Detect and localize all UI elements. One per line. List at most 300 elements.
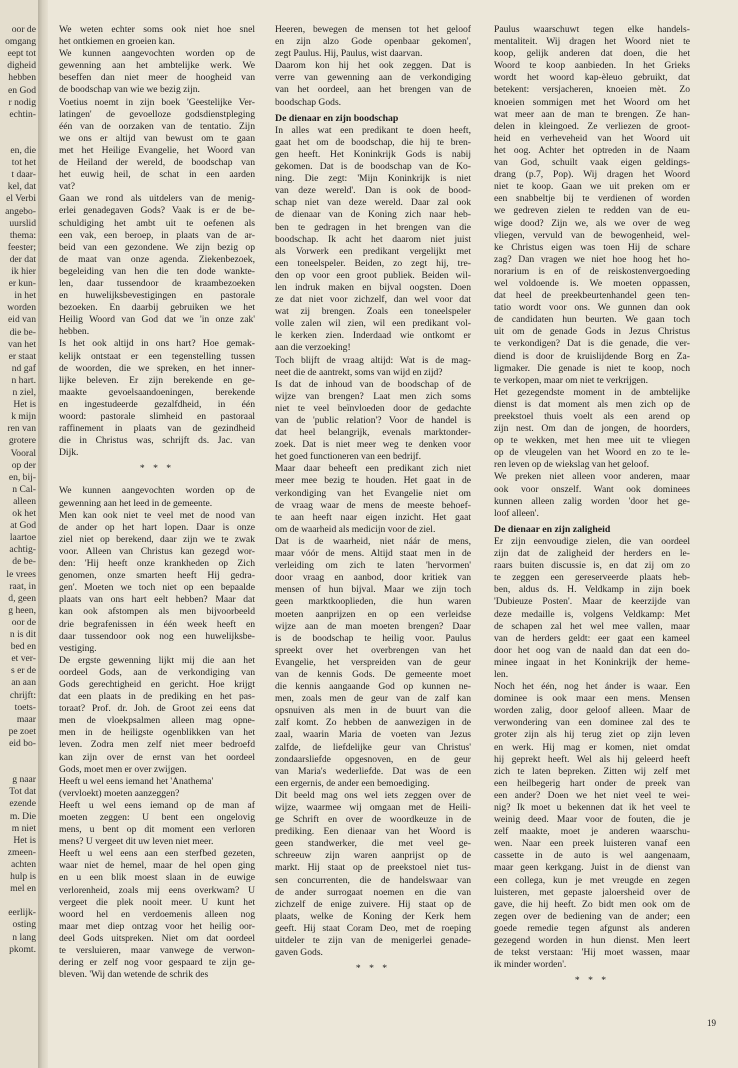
text-line: wijze van brengen? Laat men zich soms: [275, 390, 471, 402]
text-line: van deze wereld'. Dan is ook de bood-: [275, 185, 471, 197]
text-line: van de herders geldt: eer gaat een kameel: [494, 632, 690, 644]
previous-page-fragment: eid van: [8, 314, 36, 326]
text-line: het oog. Achter het optreden in de Naam: [494, 144, 690, 156]
text-line: men, zoals men de geur van de zalf kan: [275, 693, 471, 705]
text-line: te versluieren, maar vanwege de verwon-: [59, 945, 255, 957]
text-line: zalf komt. Zo hebben de aanwezigen in de: [275, 717, 471, 729]
previous-page-fragment: el Verbi: [6, 193, 36, 205]
text-line: opsnuiven als men in de buurt van die: [275, 705, 471, 717]
text-line: zag? Dan vragen we niet hoe hoog het ho-: [494, 253, 690, 265]
text-line: de ander op het hart lopen. Daar is onze: [59, 521, 255, 533]
column-1: [59, 24, 255, 981]
text-line: gen heeft. Het Koninkrijk Gods is nabij: [275, 148, 471, 160]
text-line: Heilig Woord van God dat we 'in onze zak': [59, 314, 255, 326]
text-line: kelijk ontstaat er een tegenstelling tussen: [59, 350, 255, 362]
text-line: oordeel Gods, aan de verkondiging van: [59, 666, 255, 678]
text-line: een collega, kun je met vreugde en zegen: [494, 874, 690, 886]
text-line: te verkondigen? Dat is die genade, die ver-: [494, 338, 690, 350]
text-line: delen in kleingoed. Ze verliezen de groot-: [494, 120, 690, 132]
previous-page-fragment: Vooral: [10, 447, 36, 459]
text-line: maar met diep ontzag voor het heilig oor-: [59, 920, 255, 932]
text-line: de maat van onze agenda. Ziekenbezoek,: [59, 253, 255, 265]
previous-page-fragment: thema:: [9, 229, 36, 241]
text-line: Paulus waarschuwt tegen elke handels-: [494, 24, 690, 35]
text-line: uit om de genade Gods in Jezus Christus: [494, 326, 690, 338]
text-line: cassette in de auto is wel aangenaam,: [494, 850, 690, 862]
text-line: wige dood? Zijn we, als we over de weg: [494, 217, 690, 229]
text-line: Toch blijft de vraag altijd: Wat is de mag-: [275, 354, 471, 366]
previous-page-fragment: op der: [11, 459, 36, 471]
text-line: hij geprekt heeft. Wel als hij geleerd heeft: [494, 753, 690, 765]
text-line: Noch het één, nog het ánder is waar. Een: [494, 681, 690, 693]
text-line: Dat is de waarheid, niet náár de mens,: [275, 535, 471, 547]
text-line: knoeien sommigen met het Woord om het: [494, 96, 690, 108]
text-line: le kerken zien. Inderdaad wie ontkomt er: [275, 330, 471, 342]
section-separator: * * *: [139, 463, 175, 475]
text-line: mens, u bent op dit moment een verloren: [59, 824, 255, 836]
previous-page-fragment: omgang: [5, 36, 36, 48]
column-2: [275, 24, 471, 985]
section-heading: De dienaar en zijn zaligheid: [494, 523, 611, 535]
previous-page-fragment: en God: [8, 84, 36, 96]
text-line: erlei genadegaven Gods? Vaak is er de be-: [59, 205, 255, 217]
text-line: deel Gods uitspreken. Niet om dat oordeel: [59, 932, 255, 944]
text-line: en huwelijksbevestigingen en pastorale: [59, 290, 255, 302]
text-line: zijn dat de zaligheid der herders en le-: [494, 548, 690, 560]
previous-page-fragment: k mijn: [11, 411, 36, 423]
paragraph: [275, 24, 471, 109]
previous-page-fragment: m. Die: [9, 810, 36, 822]
previous-page-fragment: t daar-: [11, 169, 36, 181]
previous-page-fragment: n ziel,: [12, 387, 36, 398]
text-line: Evangelie, het verspreiden van de geur: [275, 656, 471, 668]
text-line: betekent: versjacheren, knoeien mèt. Zo: [494, 84, 690, 96]
text-line: ziel niet op berekend, daar zijn we te zwak: [59, 533, 255, 545]
text-line: dat heel belangrijk, evenals marktonder-: [275, 427, 471, 439]
text-line: op te wekken, met hen mee uit te vliegen: [494, 435, 690, 447]
text-line: het euwig heil, de schat in een aarden: [59, 169, 255, 181]
text-line: we gedreven zielen te redden van de eu-: [494, 205, 690, 217]
text-line: meer mee bezig te houden. Het gaat in de: [275, 475, 471, 487]
text-line: vat?: [59, 181, 75, 193]
text-line: als Vorwerk een predikant vergelijkt met: [275, 245, 471, 257]
text-line: het ontkiemen en groeien kan.: [59, 36, 175, 48]
text-line: dat heel de preekbeurtenhandel geen ten-: [494, 290, 690, 302]
text-line: Dit beeld mag ons wel iets zeggen over de: [275, 789, 471, 801]
text-line: wat meer aan de man te brengen. Ze han-: [494, 108, 690, 120]
text-line: niet te veel beïnvloeden door de gedachte: [275, 402, 471, 414]
previous-page-fragment: hulp is: [10, 871, 36, 882]
previous-page-fragment: en, bij-: [8, 471, 36, 483]
previous-page-fragment: bed en: [10, 641, 36, 653]
text-line: schuldiging het ambt uit te oefenen als: [59, 217, 255, 229]
text-line: ge Schrift en over de woordkeuze in de: [275, 814, 471, 826]
previous-page-fragment: nd gaf: [11, 362, 36, 374]
text-line: ben te gedragen in het brengen van die: [275, 221, 471, 233]
previous-page-fragment: ren van: [7, 423, 36, 435]
text-line: geen standwerker, die met veel ge-: [275, 838, 471, 850]
previous-page-fragment: et ver-: [11, 653, 36, 665]
previous-page-fragment: s er de: [10, 665, 36, 677]
text-line: van de 'public relation'? Voor de handel is: [275, 415, 471, 426]
text-line: zich te laten bepreken. Zitten wij zelf met: [494, 765, 690, 777]
previous-page-fragment: ezende: [9, 798, 36, 810]
text-line: de boodschap van wie we bezig zijn.: [59, 84, 200, 96]
text-line: maar geen kerkgang. Juist in de dienst van: [494, 862, 690, 874]
text-line: van het oordeel, aan het brengen van de: [275, 84, 471, 96]
page-gutter: [38, 0, 48, 1068]
text-line: norarium is en of de reiskostenvergoeding: [494, 265, 690, 277]
paragraph: [494, 24, 690, 520]
text-line: de tekst verstaan: 'Hij moet wassen, maar: [494, 947, 690, 959]
text-line: toraat? Prof. dr. Joh. de Groot zei eens dat: [59, 703, 255, 715]
previous-page-fragment: pe zoet: [8, 725, 36, 737]
text-line: lijke beleven. Er zijn berekende en ge-: [59, 374, 255, 386]
text-line: Gods gerechtigheid en gericht. Hoe krijgt: [59, 678, 255, 690]
text-line: verwondering van een dominee zal des te: [494, 717, 690, 729]
text-line: diend is door de kruislijdende Borg en Za-: [494, 350, 690, 362]
text-line: het goed functioneren van een bedrijf.: [275, 451, 421, 463]
previous-page-fragment: laartoe: [9, 532, 36, 544]
text-line: drie begrafenissen in één week heeft en: [59, 618, 255, 630]
text-line: zichzelf de enige zuivere. Hij staat op de: [275, 898, 471, 910]
text-line: Woord te koop aanbieden. In het Grieks: [494, 60, 690, 72]
previous-page-fragment: Het is: [13, 834, 36, 846]
text-line: een ander? Doen we het niet veel te wei-: [494, 789, 690, 801]
text-line: We weten echter soms ook niet hoe snel: [59, 24, 255, 35]
text-line: den: 'Hij heeft onze krankheden op Zich: [59, 558, 255, 570]
previous-page-fragment: n hart.: [11, 374, 36, 386]
text-line: gekomen. Dat is de boodschap van de Ko-: [275, 161, 471, 173]
previous-page-fragment: worden: [7, 302, 36, 314]
text-line: een vak, een beroep, in plaats van de ar-: [59, 229, 255, 241]
previous-page-fragment: n lang: [12, 931, 36, 943]
section-separator: * * *: [355, 963, 391, 975]
previous-page-fragment: er staat: [8, 350, 36, 362]
text-line: Is het ook altijd in ons hart? Hoe gemak-: [59, 338, 255, 350]
text-line: latingen' de gevoelloze godsdienstpleging: [59, 108, 255, 120]
previous-page-fragment: g heen,: [8, 604, 36, 616]
text-line: markt. Hij staat op de preekstoel niet tus-: [275, 862, 471, 874]
text-line: begeleiding van hen die ten dode wankte-: [59, 265, 255, 277]
text-line: en werk. Hij mag er komen, niet omdat: [494, 741, 690, 753]
previous-page-fragment: g naar: [12, 774, 36, 786]
text-line: Gaan we rond als uitdelers van de menig-: [59, 193, 255, 205]
text-line: gewenning aan het leed in de gemeente.: [59, 497, 213, 509]
previous-page-fragment: kel, dat: [7, 181, 36, 193]
text-line: hebben.: [59, 326, 90, 338]
text-line: Is dat de inhoud van de boodschap of de: [275, 378, 471, 390]
text-line: de woorden, die we spreken, en het inner-: [59, 362, 255, 374]
text-line: zijn nest. Om dan de jongen, de hoorders,: [494, 423, 690, 435]
text-line: volle zalen wil zien, wil een predikant vol-: [275, 318, 471, 330]
previous-page-fragment: Het is: [13, 399, 36, 411]
text-line: De ergste gewenning lijkt mij die aan het: [59, 654, 255, 666]
text-line: gave, die hij heeft. Zo bidt men ook om de: [494, 898, 690, 910]
previous-page-fragment: at God: [10, 520, 36, 532]
text-line: Het gezegendste moment in de ambtelijke: [494, 386, 690, 398]
text-line: ren leven op de wiekslag van het geloof.: [494, 459, 650, 471]
text-line: men de vloekpsalmen alleen mag opne-: [59, 715, 255, 727]
text-line: wat zij brengen. Zoals een toneelspeler: [275, 306, 471, 318]
text-line: bleven. 'Wij dan wetende de schrik des: [59, 969, 209, 981]
text-line: woord hel en verdoemenis alleen nog: [59, 908, 255, 920]
text-line: we ons er altijd van bewust om te gaan: [59, 132, 255, 144]
text-line: zondaarsliefde opgesnoven, en de geur: [275, 753, 471, 765]
text-line: plaats van ons hart eelt hebben? Maar dat: [59, 594, 255, 606]
text-line: heid en verheveheid van het Woord uit: [494, 132, 690, 144]
text-line: mentaliteit. Wij dragen het Woord niet te: [494, 36, 690, 48]
text-line: van God, schuilt vaak eigen geldings-: [494, 157, 690, 169]
text-line: te aan heeft naar eigen inzicht. Het gaat: [275, 511, 471, 523]
text-line: raffinement in plaats van de gezindheid: [59, 423, 255, 435]
previous-page-fragment: en, die: [10, 145, 36, 156]
text-line: zelf maakte, moet je anderen waarschu-: [494, 826, 690, 838]
previous-page-fragment: grotere: [8, 435, 36, 447]
previous-page-fragment: van het: [8, 338, 36, 350]
text-line: de dienaar van de Koning zich naar heb-: [275, 209, 471, 221]
text-line: van de kennis Gods. De gemeente moet: [275, 668, 471, 680]
text-line: minee ingaat in het Koninkrijk der heme-: [494, 656, 690, 668]
text-line: maar vóór de mens. Altijd staat men in de: [275, 548, 471, 560]
previous-page-fragment: raat, in: [9, 580, 36, 592]
text-line: een toneelspeler. Beiden, zo zegt hij, tre-: [275, 257, 471, 269]
text-line: gaven Gods.: [275, 947, 323, 959]
text-line: die in Christus was, schrijft ds. Jac. van: [59, 435, 255, 447]
text-line: koop, gelijk anderen dat doen, die het: [494, 48, 690, 60]
text-line: schap niet van deze wereld. Daar zal ook: [275, 197, 471, 209]
text-line: 'Dubieuze Posten'. Maar de keerzijde van: [494, 596, 690, 608]
text-line: gezegend worden in hun dienst. Men leert: [494, 935, 690, 947]
text-line: genomen, onze smarten heeft Hij gedra-: [59, 570, 255, 582]
text-line: Heeren, bewegen de mensen tot het geloof: [275, 24, 471, 35]
text-line: mens? U vergeet dit uw leven niet meer.: [59, 836, 214, 848]
text-line: mensen of hun bijval. Maar we zijn toch: [275, 584, 471, 596]
text-line: de Heiland der wereld, de boodschap van: [59, 157, 255, 169]
text-line: dat een plaats in de prediking en het pas-: [59, 691, 255, 703]
text-line: Daarom kon hij het ook zeggen. Dat is: [275, 60, 471, 72]
text-line: wordt het woord kap-èleuo gebruikt, dat: [494, 72, 690, 84]
text-line: zegt Paulus. Hij, Paulus, wist daarvan.: [275, 48, 423, 60]
text-line: een heilbegerig hart onder de preek van: [494, 777, 690, 789]
section-heading: De dienaar en zijn boodschap: [275, 112, 399, 124]
previous-page-fragment: osting: [12, 919, 36, 931]
text-line: Dijk.: [59, 447, 79, 459]
text-line: len, daar tussendoor de kraambezoeken: [59, 277, 255, 289]
previous-page-fragment: die be-: [9, 326, 36, 338]
previous-page-fragment: eid bo-: [9, 737, 36, 749]
text-line: verkondiging van het Evangelie niet om: [275, 487, 471, 499]
text-line: vliegen, vervuld van de bewogenheid, wel-: [494, 229, 690, 241]
text-line: door vraag en aanbod, door kritiek van: [275, 572, 471, 584]
previous-page-fragment: digheid: [7, 60, 36, 72]
text-line: ning. Die zegt: 'Mijn Koninkrijk is niet: [275, 173, 471, 185]
previous-page-fragment: achten: [10, 858, 36, 870]
previous-page-fragment: d, geen: [8, 592, 36, 604]
text-line: zaal, waarin Maria de voeten van Jezus: [275, 729, 471, 741]
previous-page-fragment: toets-: [14, 701, 36, 713]
previous-page-fragment: Tot dat: [9, 786, 36, 798]
previous-page-fragment: eerlijk-: [8, 907, 36, 919]
previous-page-fragment: achtig-: [9, 544, 36, 556]
previous-page-fragment: m niet: [11, 822, 36, 834]
text-line: die kennis aangaande God op kunnen ne-: [275, 681, 471, 693]
previous-page-fragment: an aan: [11, 677, 36, 689]
previous-page-edge: [0, 0, 38, 1068]
text-line: vestiging.: [59, 642, 97, 654]
text-line: schreeuw zijn waren aanprijst op de: [275, 850, 471, 862]
text-line: verlorenheid, zoals mij eens overkwam? U: [59, 884, 255, 896]
text-line: wen. Naar een preek luisteren vanaf een: [494, 838, 690, 850]
paragraph: [59, 24, 255, 459]
text-line: is de boodschap te heilig voor. Paulus: [275, 632, 471, 644]
previous-page-fragment: echtin-: [9, 108, 36, 120]
text-line: dominee is ook maar een mens. Mensen: [494, 693, 690, 705]
text-line: uitdeler te zijn van de menigerlei genade-: [275, 935, 471, 947]
text-line: bezoeken. En daarbij gebruiken we het: [59, 302, 255, 314]
text-line: Voetius noemt in zijn boek 'Geestelijke Ver-: [59, 96, 255, 108]
paragraph: [59, 485, 255, 981]
previous-page-fragment: oor de: [11, 616, 36, 628]
text-line: daar tussendoor ook nog een huwelijksbe-: [59, 630, 255, 642]
text-line: van Maria's wederliefde. Dat was de een: [275, 765, 471, 777]
magazine-page: [48, 0, 738, 1068]
paragraph: [494, 536, 690, 971]
text-line: We preken niet alleen voor anderen, maar: [494, 471, 690, 483]
text-line: te verkopen, maar om niet te verkrijgen.: [494, 374, 648, 386]
text-line: ook voor onszelf. Want ook dominees: [494, 483, 690, 495]
text-line: te zeggen een gereserveerde plaats heb-: [494, 572, 690, 584]
text-line: op de vleugelen van het Woord en zo te le-: [494, 447, 690, 459]
previous-page-fragment: in het: [14, 290, 36, 302]
text-line: leven. Zodra men zelf niet meer bedroefd: [59, 739, 255, 751]
text-line: verleiding om zich te laten 'hervormen': [275, 560, 471, 572]
text-line: men in de heiligste ogenblikken van het: [59, 727, 255, 739]
text-line: de schapen zal het wel mee vallen, maar: [494, 620, 690, 632]
previous-page-fragment: hebben: [8, 72, 36, 84]
text-line: en ingestudeerde gezalfdheid, in één: [59, 398, 255, 410]
text-line: wijze aan de man moeten brengen? Daar: [275, 620, 471, 632]
text-line: neet die de aantrekt, soms van wijd en zijd?: [275, 366, 443, 378]
text-line: plaats, welke de Koning der Kerk hem: [275, 910, 471, 922]
column-3: [494, 24, 690, 997]
text-line: groter zijn als hij terug ziet op zijn leven: [494, 729, 690, 741]
text-line: sen concurrenten, die de handelswaar van: [275, 874, 471, 886]
text-line: beseffen dan niet meer de hoogheid van: [59, 72, 255, 84]
text-line: len.: [494, 668, 509, 680]
previous-page-fragment: ok het: [12, 508, 36, 519]
text-line: verre van gewenning aan de verkondiging: [275, 72, 471, 84]
text-line: Men kan ook niet te veel met de nood van: [59, 509, 255, 521]
text-line: woord: pastorale slimheid en pastoraal: [59, 411, 255, 422]
text-line: weinig deed. Maar voor de fouten, die je: [494, 814, 690, 826]
text-line: en zijn alzo Gode openbaar gekomen',: [275, 36, 471, 48]
text-line: een ergernis, de ander een bemoediging.: [275, 777, 430, 789]
text-line: Maar daar beheeft een predikant zich niet: [275, 463, 471, 475]
text-line: gewenning aan het ambtelijke werk. We: [59, 60, 255, 72]
text-line: len indruk maken en bijval oogsten. Doen: [275, 281, 471, 293]
text-line: dienst is dat moment als men zich op de: [494, 398, 690, 410]
text-line: geen marktkooplieden, die hun waren: [275, 596, 471, 608]
text-line: de candidaten hun beurten. We gaan toch: [494, 314, 690, 326]
text-line: zalfde, de liefdelijke geur van Christus': [275, 741, 471, 753]
text-line: kan ook afstompen als men bijvoorbeeld: [59, 606, 255, 618]
previous-page-fragment: tot het: [11, 157, 36, 169]
text-line: dering er zelf nog voor gespaard te zijn ge-: [59, 957, 255, 969]
previous-page-fragment: alleen: [13, 495, 36, 507]
text-line: vergeet die plek nooit meer. U kunt het: [59, 896, 255, 908]
text-line: den op voor een groot publiek. Beiden wil-: [275, 269, 471, 281]
previous-page-fragment: mel en: [10, 883, 36, 895]
text-line: één van de oorzaken van de tentatio. Zijn: [59, 120, 255, 132]
section-separator: * * *: [574, 975, 610, 987]
text-line: waar niet de hemel, maar de hel open ging: [59, 860, 255, 872]
text-line: worden zalig, door geloof alleen. Maar de: [494, 705, 690, 717]
text-line: gen'. Moeten we toch niet op een bepaalde: [59, 582, 255, 594]
text-line: raars buiten discussie is, en dat zij om zo: [494, 560, 690, 572]
text-line: geeft. Hij staat Coram Deo, met de roeping: [275, 922, 471, 934]
text-line: kan zijn over de ernst van het oordeel: [59, 751, 255, 763]
text-line: luisteren, met gepaste jaloersheid over de: [494, 886, 690, 898]
text-line: moeten aanprijzen en op een verleidse: [275, 608, 471, 620]
previous-page-fragment: n Cal-: [12, 483, 36, 495]
text-line: een snabbeltje bij te verdienen of worden: [494, 193, 690, 205]
text-line: de ander surrogaat noemen en die van: [275, 886, 471, 898]
previous-page-fragment: le vrees: [6, 568, 36, 580]
text-line: door het oog van de naald dan dat een do-: [494, 644, 690, 656]
text-line: Heeft u wel eens aan een sterfbed gezeten,: [59, 848, 255, 860]
text-line: In alles wat een predikant te doen heeft,: [275, 124, 471, 136]
previous-page-fragment: uurslid: [9, 217, 36, 229]
text-line: (vervloekt) moeten aanzeggen?: [59, 787, 180, 799]
previous-page-fragment: oor de: [11, 24, 36, 35]
text-line: goede remedie tegen afgunst als anderen: [494, 922, 690, 934]
previous-page-fragment: feester;: [7, 241, 36, 253]
text-line: We kunnen aangevochten worden op de: [59, 48, 255, 60]
text-line: ze dat niet voor zichzelf, dan wel voor dat: [275, 294, 471, 306]
text-line: deze medaille is, volgens Veldkamp: Met: [494, 608, 690, 620]
text-line: drang (p.7, Pop). Wij dragen het Woord: [494, 169, 690, 181]
text-line: moeten zeggen: U bent een ongelovig: [59, 812, 255, 823]
previous-page-fragment: eept tot: [7, 48, 36, 60]
text-line: nig? Ik moet u bekennen dat ik het veel te: [494, 802, 690, 813]
text-line: wel voldoende is. We moeten oppassen,: [494, 277, 690, 289]
text-line: kunnen alleen zalig worden 'door het ge-: [494, 495, 690, 507]
previous-page-fragment: er kun-: [8, 278, 36, 290]
text-line: de vraag waar de mens de meeste behoef-: [275, 499, 471, 511]
text-line: ik minder worden'.: [494, 959, 567, 971]
page-number: 19: [707, 1018, 716, 1028]
text-line: niet te koop. Gaan we uit preken om er: [494, 181, 690, 193]
previous-page-fragment: r nodig: [8, 96, 36, 108]
text-line: tatio wordt voor ons. We gunnen dan ook: [494, 302, 690, 314]
text-line: Gods, moet men er over zwijgen.: [59, 763, 187, 775]
previous-page-fragment: angebo-: [5, 205, 36, 217]
text-line: met het Heilige Evangelie, het Woord van: [59, 144, 255, 156]
text-line: ligmaker. Die genade is niet te koop, noch: [494, 362, 690, 374]
text-line: boodschap. Ik acht het daarom niet juist: [275, 233, 471, 245]
previous-page-fragment: de be-: [12, 556, 36, 568]
text-line: Heeft u wel eens iemand op de man af: [59, 799, 255, 811]
text-line: spreekt over het overbrengen van het: [275, 644, 471, 656]
text-line: om de waarheid als medicijn voor de ziel.: [275, 523, 436, 535]
text-line: boodschap Gods.: [275, 96, 342, 108]
text-line: Er zijn eenvoudige zielen, die van oordeel: [494, 535, 690, 547]
text-line: beid van een gezondene. We zijn bezig op: [59, 241, 255, 253]
text-line: We kunnen aangevochten worden op de: [59, 485, 255, 497]
previous-page-fragment: der dat: [9, 253, 36, 265]
paragraph: [275, 125, 471, 959]
